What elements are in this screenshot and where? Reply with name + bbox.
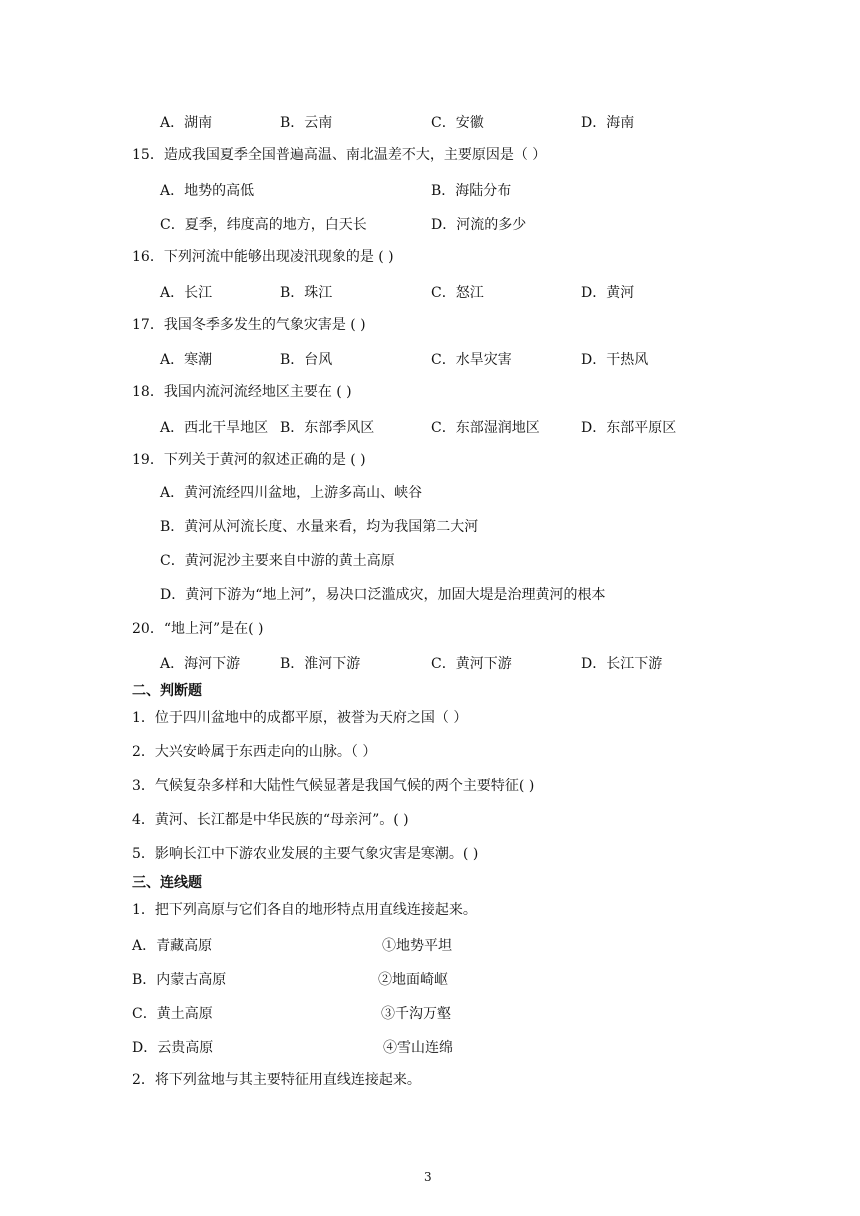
q20-stem: 20．“地上河”是在( ) — [132, 621, 264, 637]
q16-stem: 16．下列河流中能够出现凌汛现象的是 ( ) — [132, 249, 394, 265]
q16-option-a: A．长江 — [160, 285, 213, 301]
matching-question-1: 1．把下列高原与它们各自的地形特点用直线连接起来。 — [132, 902, 477, 918]
q16-option-b: B．珠江 — [280, 285, 333, 301]
q19-option-b: B．黄河从河流长度、水量来看，均为我国第二大河 — [160, 519, 479, 535]
q19-stem: 19．下列关于黄河的叙述正确的是 ( ) — [132, 452, 366, 468]
judgment-item: 2．大兴安岭属于东西走向的山脉。（ ） — [132, 744, 377, 760]
q18-option-a: A．西北干旱地区 — [160, 420, 269, 436]
q17-stem: 17．我国冬季多发生的气象灾害是 ( ) — [132, 317, 366, 333]
q18-option-d: D．东部平原区 — [581, 420, 677, 436]
q19-option-a: A．黄河流经四川盆地，上游多高山、峡谷 — [160, 485, 423, 501]
judgment-item: 3．气候复杂多样和大陆性气候显著是我国气候的两个主要特征( ) — [132, 778, 535, 794]
matching-left-item: A．青藏高原 — [132, 938, 213, 954]
q19-option-c: C．黄河泥沙主要来自中游的黄土高原 — [160, 553, 395, 569]
q14-option-d: D．海南 — [581, 115, 635, 131]
matching-left-item: C．黄土高原 — [132, 1006, 213, 1022]
q18-option-b: B．东部季风区 — [280, 420, 375, 436]
q15-option-a: A．地势的高低 — [160, 183, 255, 199]
matching-right-item: ②地面崎岖 — [378, 972, 448, 988]
q15-option-b: B．海陆分布 — [431, 183, 512, 199]
q20-option-c: C．黄河下游 — [431, 656, 512, 672]
q20-option-b: B．淮河下游 — [280, 656, 361, 672]
matching-right-item: ④雪山连绵 — [383, 1040, 453, 1056]
matching-right-item: ①地势平坦 — [382, 938, 452, 954]
q17-option-c: C．水旱灾害 — [431, 352, 512, 368]
q14-option-c: C．安徽 — [431, 115, 484, 131]
section-heading-matching: 三、连线题 — [132, 875, 202, 891]
q15-stem: 15．造成我国夏季全国普遍高温、南北温差不大，主要原因是（ ） — [132, 147, 547, 163]
q17-option-d: D．干热风 — [581, 352, 649, 368]
judgment-item: 1．位于四川盆地中的成都平原，被誉为天府之国（ ） — [132, 710, 468, 726]
q15-option-d: D．河流的多少 — [431, 217, 527, 233]
q14-option-b: B．云南 — [280, 115, 333, 131]
q19-option-d: D．黄河下游为“地上河”，易决口泛滥成灾，加固大堤是治理黄河的根本 — [160, 587, 606, 603]
matching-right-item: ③千沟万壑 — [381, 1006, 451, 1022]
q14-option-a: A．湖南 — [160, 115, 213, 131]
q15-option-c: C．夏季，纬度高的地方，白天长 — [160, 217, 367, 233]
q17-option-a: A．寒潮 — [160, 352, 213, 368]
q20-option-d: D．长江下游 — [581, 656, 663, 672]
q18-option-c: C．东部湿润地区 — [431, 420, 540, 436]
page-number: 3 — [424, 1170, 432, 1184]
matching-question-2: 2．将下列盆地与其主要特征用直线连接起来。 — [132, 1072, 421, 1088]
q18-stem: 18．我国内流河流经地区主要在 ( ) — [132, 384, 352, 400]
q16-option-d: D．黄河 — [581, 285, 635, 301]
matching-left-item: B．内蒙古高原 — [132, 972, 227, 988]
q20-option-a: A．海河下游 — [160, 656, 241, 672]
q16-option-c: C．怒江 — [431, 285, 484, 301]
judgment-item: 5．影响长江中下游农业发展的主要气象灾害是寒潮。( ) — [132, 846, 479, 862]
judgment-item: 4．黄河、长江都是中华民族的“母亲河”。( ) — [132, 812, 409, 828]
q17-option-b: B．台风 — [280, 352, 333, 368]
matching-left-item: D．云贵高原 — [132, 1040, 214, 1056]
section-heading-judgment: 二、判断题 — [132, 683, 202, 699]
